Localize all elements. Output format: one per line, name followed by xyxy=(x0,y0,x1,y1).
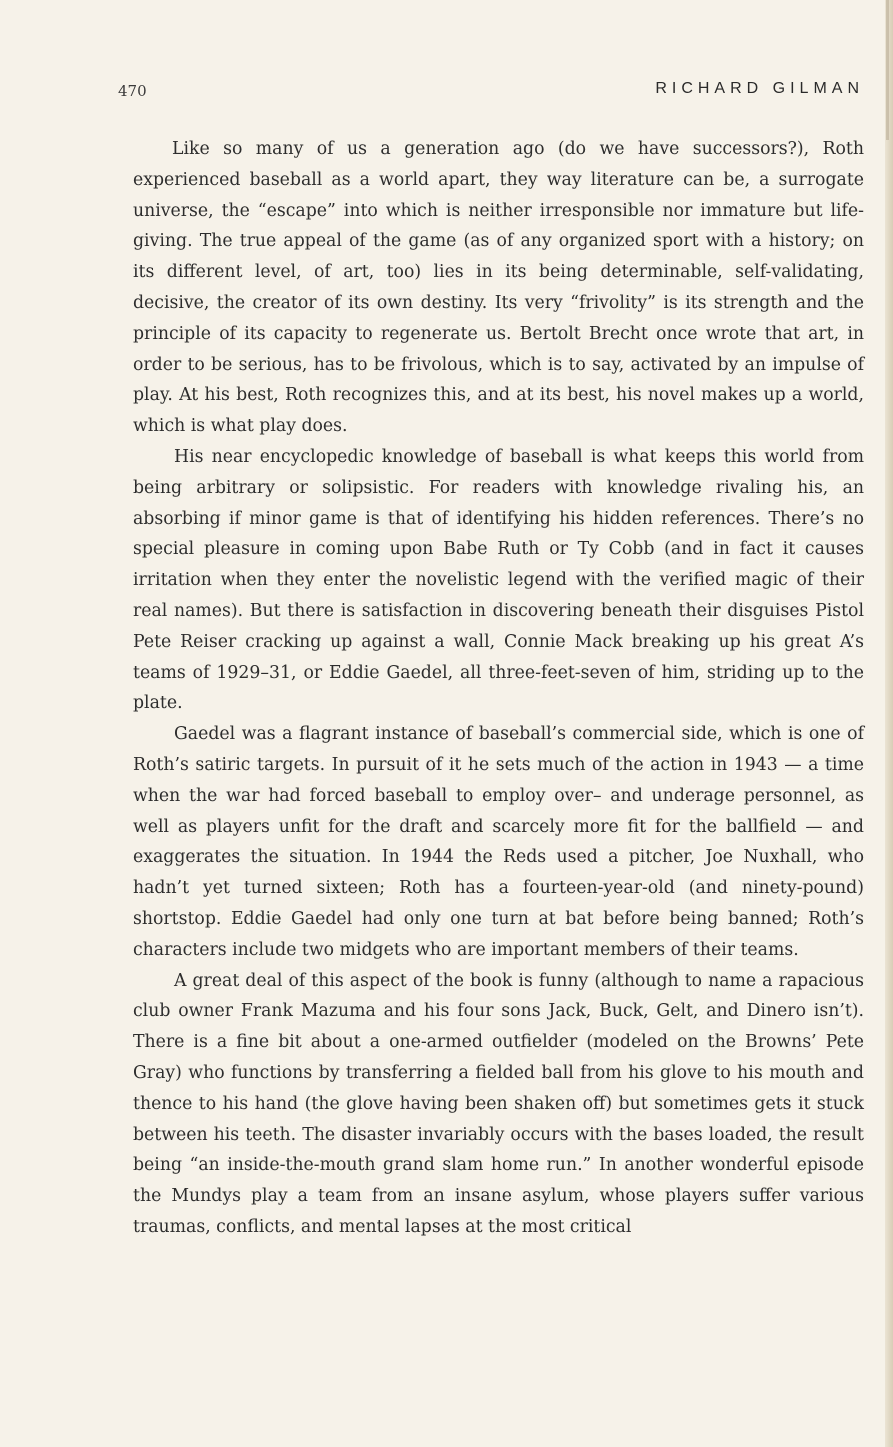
page-number: 470 xyxy=(118,82,147,100)
page-edge xyxy=(885,0,893,1447)
paragraph-2: His near encyclopedic knowledge of baseball is what keeps this world from being arbitrary or solipsistic. For readers with knowledge rivaling his, an absorbing if minor game is that of identifying his hidden references. There’s no special pleasure in coming upon Babe Ruth or Ty Cobb (and in fact it causes irritation when they enter the novelistic legend with the verified magic of their real names). But there is satisfaction in discovering beneath their disguises Pistol Pete Reiser cracking up against a wall, Connie Mack breaking up his great A’s teams of 1929–31, or Eddie Gaedel, all three-feet-seven of him, striding up to the plate. xyxy=(133,446,864,714)
running-head: RICHARD GILMAN xyxy=(655,80,864,97)
paragraph-4: A great deal of this aspect of the book is funny (although to name a rapacious club owner Frank Mazuma and his four sons Jack, Buck, Gelt, and Dinero isn’t). There is a fine bit about a one-armed outfielder (modeled on the Browns’ Pete Gray) who functions by transferring a fielded ball from his glove to his mouth and thence to his hand (the glove having been shaken off) but sometimes gets it stuck between his teeth. The disaster invariably occurs with the bases loaded, the result being “an inside-the-mouth grand slam home run.” In another wonderful episode the Mundys play a team from an insane asylum, whose players suffer various traumas, conflicts, and mental lapses at the most critical xyxy=(133,970,864,1237)
page-header xyxy=(118,80,864,106)
body-text xyxy=(133,134,864,1243)
paragraph-3: Gaedel was a flagrant instance of baseball’s commercial side, which is one of Roth’s satiric targets. In pursuit of it he sets much of the action in 1943 — a time when the war had forced baseball to employ over– and underage personnel, as well as players unfit for the draft and scarcely more fit for the ballfield — and exaggerates the situation. In 1944 the Reds used a pitcher, Joe Nuxhall, who hadn’t yet turned sixteen; Roth has a fourteen-year-old (and ninety-pound) shortstop. Eddie Gaedel had only one turn at bat before being banned; Roth’s characters include two midgets who are important members of their teams. xyxy=(133,724,864,960)
page-edge-shadow xyxy=(886,0,889,140)
paragraph-1: Like so many of us a generation ago (do we have successors?), Roth experienced baseball as a world apart, they way literature can be, a surrogate universe, the “escape” into which is neither irresponsible nor immature but life-giving. The true appeal of the game (as of any organized sport with a history; on its different level, of art, too) lies in its being determinable, self-validating, decisive, the creator of its own destiny. Its very “frivolity” is its strength and the principle of its capacity to regenerate us. Bertolt Brecht once wrote that art, in order to be serious, has to be frivolous, which is to say, activated by an impulse of play. At his best, Roth recognizes this, and at its best, his novel makes up a world, which is what play does. xyxy=(133,139,864,437)
